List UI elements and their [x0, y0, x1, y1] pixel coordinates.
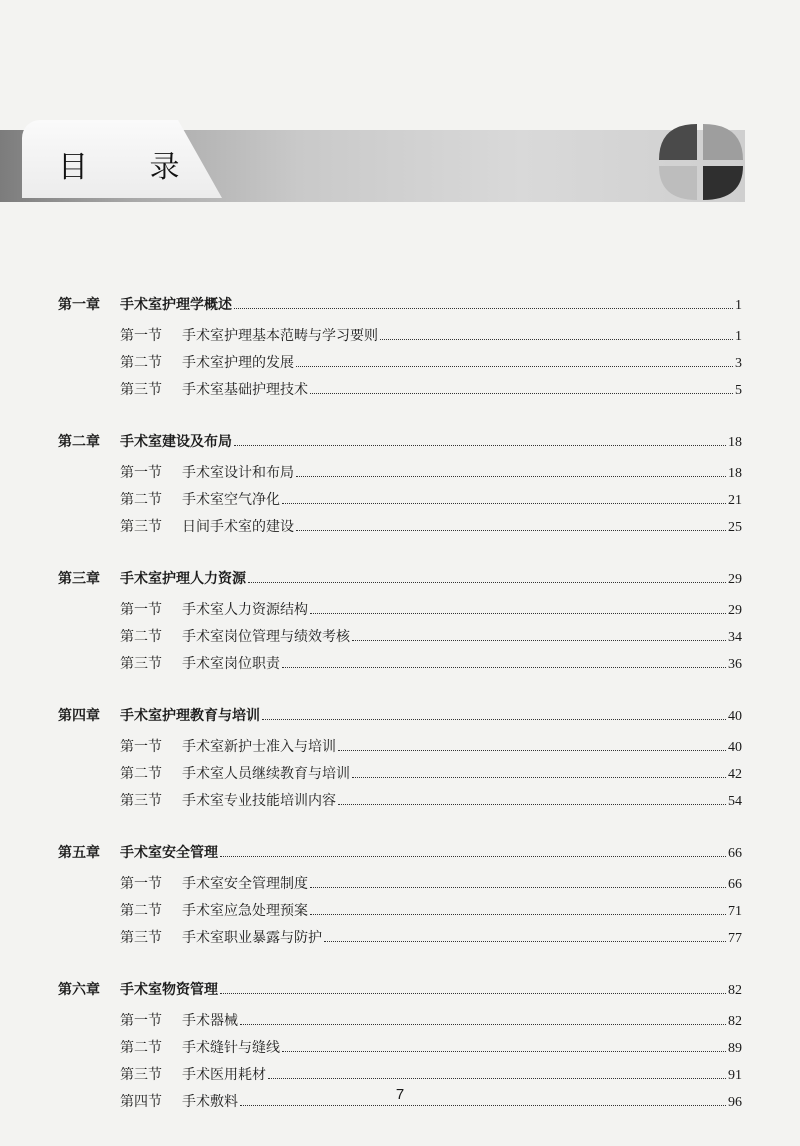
contents-banner — [0, 120, 800, 212]
section-title: 手术室空气净化 — [182, 492, 280, 508]
section-number: 第二节 — [120, 1040, 162, 1056]
section-title: 手术室基础护理技术 — [182, 382, 308, 398]
dot-leader — [296, 476, 726, 477]
toc-section-row[interactable] — [58, 1030, 742, 1057]
page-number: 7 — [395, 1086, 405, 1103]
section-number: 第二节 — [120, 903, 162, 919]
section-number: 第三节 — [120, 1067, 162, 1083]
dot-leader — [282, 1051, 726, 1052]
dot-leader — [268, 1078, 726, 1079]
toc-section-label — [120, 462, 294, 482]
toc-section-label — [120, 927, 322, 947]
dot-leader — [234, 445, 726, 446]
section-number: 第三节 — [120, 382, 162, 398]
toc-section-label — [120, 626, 350, 646]
dot-leader — [282, 667, 726, 668]
section-title: 手术室人员继续教育与培训 — [182, 766, 350, 782]
section-page: 3 — [735, 356, 742, 371]
dot-leader — [240, 1024, 726, 1025]
dot-leader — [296, 366, 733, 367]
dot-leader — [262, 719, 726, 720]
chapter-title: 手术室护理教育与培训 — [120, 708, 260, 724]
section-page: 71 — [728, 904, 742, 919]
toc-chapter-label — [58, 705, 260, 725]
dot-leader — [220, 993, 726, 994]
toc-chapter — [58, 560, 742, 673]
section-number: 第三节 — [120, 930, 162, 946]
section-number: 第一节 — [120, 739, 162, 755]
dot-leader — [296, 530, 726, 531]
dot-leader — [324, 941, 726, 942]
chapter-number: 第五章 — [58, 845, 100, 861]
dot-leader — [352, 640, 726, 641]
toc-section-row[interactable] — [58, 455, 742, 482]
toc-section-row[interactable] — [58, 893, 742, 920]
toc-chapter-row[interactable] — [58, 423, 742, 451]
section-title: 手术室岗位管理与绩效考核 — [182, 629, 350, 645]
section-number: 第三节 — [120, 793, 162, 809]
toc-section-row[interactable] — [58, 372, 742, 399]
toc-section-label — [120, 352, 294, 372]
chapter-number: 第一章 — [58, 297, 100, 313]
toc-chapter-label — [58, 979, 218, 999]
dot-leader — [234, 308, 733, 309]
section-title: 手术室设计和布局 — [182, 465, 294, 481]
dot-leader — [310, 914, 726, 915]
section-title: 手术室新护士准入与培训 — [182, 739, 336, 755]
section-page: 91 — [728, 1068, 742, 1083]
section-page: 36 — [728, 657, 742, 672]
toc-section-row[interactable] — [58, 318, 742, 345]
section-title: 手术敷料 — [182, 1094, 238, 1110]
toc-section-row[interactable] — [58, 866, 742, 893]
section-title: 日间手术室的建设 — [182, 519, 294, 535]
chapter-title: 手术室建设及布局 — [120, 434, 232, 450]
toc-section-label — [120, 736, 336, 756]
dot-leader — [310, 393, 733, 394]
section-page: 1 — [735, 329, 742, 344]
section-page: 96 — [728, 1095, 742, 1110]
chapter-page: 1 — [735, 298, 742, 313]
section-number: 第二节 — [120, 629, 162, 645]
toc-chapter-label — [58, 842, 218, 862]
section-page: 89 — [728, 1041, 742, 1056]
section-page: 77 — [728, 931, 742, 946]
toc-section-label — [120, 516, 294, 536]
dot-leader — [240, 1105, 726, 1106]
section-page: 29 — [728, 603, 742, 618]
toc-section-label — [120, 379, 308, 399]
toc-section-label — [120, 873, 308, 893]
toc-chapter-label — [58, 568, 246, 588]
section-number: 第三节 — [120, 656, 162, 672]
section-number: 第二节 — [120, 355, 162, 371]
section-page: 18 — [728, 466, 742, 481]
section-title: 手术器械 — [182, 1013, 238, 1029]
toc-section-label — [120, 790, 336, 810]
toc-section-row[interactable] — [58, 1057, 742, 1084]
section-number: 第一节 — [120, 1013, 162, 1029]
toc-section-label — [120, 489, 280, 509]
toc-section-label — [120, 325, 378, 345]
chapter-page: 66 — [728, 846, 742, 861]
toc-chapter-row[interactable] — [58, 560, 742, 588]
toc-chapter — [58, 697, 742, 810]
toc-section-row[interactable] — [58, 619, 742, 646]
toc-section-label — [120, 763, 350, 783]
chapter-page: 40 — [728, 709, 742, 724]
chapter-title: 手术室护理人力资源 — [120, 571, 246, 587]
dot-leader — [310, 613, 726, 614]
section-title: 手术室人力资源结构 — [182, 602, 308, 618]
section-title: 手术室岗位职责 — [182, 656, 280, 672]
section-title: 手术室护理基本范畴与学习要则 — [182, 328, 378, 344]
toc-section-row[interactable] — [58, 509, 742, 536]
section-page: 5 — [735, 383, 742, 398]
toc-chapter-label — [58, 294, 232, 314]
section-number: 第三节 — [120, 519, 162, 535]
dot-leader — [338, 804, 726, 805]
dot-leader — [338, 750, 726, 751]
table-of-contents — [58, 286, 742, 1135]
section-title: 手术室职业暴露与防护 — [182, 930, 322, 946]
toc-section-label — [120, 900, 308, 920]
section-number: 第一节 — [120, 465, 162, 481]
chapter-number: 第二章 — [58, 434, 100, 450]
toc-section-label — [120, 599, 308, 619]
chapter-number: 第六章 — [58, 982, 100, 998]
toc-section-row[interactable] — [58, 920, 742, 947]
toc-section-label — [120, 653, 280, 673]
chapter-page: 82 — [728, 983, 742, 998]
section-page: 34 — [728, 630, 742, 645]
section-number: 第四节 — [120, 1094, 162, 1110]
section-page: 21 — [728, 493, 742, 508]
section-page: 66 — [728, 877, 742, 892]
section-number: 第一节 — [120, 328, 162, 344]
section-title: 手术室应急处理预案 — [182, 903, 308, 919]
section-title: 手术室安全管理制度 — [182, 876, 308, 892]
toc-chapter-row[interactable] — [58, 971, 742, 999]
dot-leader — [380, 339, 733, 340]
toc-chapter — [58, 423, 742, 536]
section-page: 54 — [728, 794, 742, 809]
section-number: 第二节 — [120, 766, 162, 782]
toc-section-label — [120, 1010, 238, 1030]
section-number: 第二节 — [120, 492, 162, 508]
toc-section-row[interactable] — [58, 783, 742, 810]
toc-chapter-row[interactable] — [58, 286, 742, 314]
toc-section-row[interactable] — [58, 345, 742, 372]
toc-chapter — [58, 286, 742, 399]
section-title: 手术室专业技能培训内容 — [182, 793, 336, 809]
chapter-number: 第三章 — [58, 571, 100, 587]
toc-section-row[interactable] — [58, 756, 742, 783]
chapter-title: 手术室护理学概述 — [120, 297, 232, 313]
chapter-page: 18 — [728, 435, 742, 450]
dot-leader — [352, 777, 726, 778]
section-number: 第一节 — [120, 602, 162, 618]
section-page: 25 — [728, 520, 742, 535]
toc-section-row[interactable] — [58, 592, 742, 619]
section-title: 手术室护理的发展 — [182, 355, 294, 371]
section-title: 手术缝针与缝线 — [182, 1040, 280, 1056]
section-page: 42 — [728, 767, 742, 782]
dot-leader — [248, 582, 726, 583]
toc-section-row[interactable] — [58, 646, 742, 673]
dot-leader — [310, 887, 726, 888]
toc-section-row[interactable] — [58, 729, 742, 756]
dot-leader — [220, 856, 726, 857]
chapter-title: 手术室安全管理 — [120, 845, 218, 861]
dot-leader — [282, 503, 726, 504]
chapter-number: 第四章 — [58, 708, 100, 724]
toc-chapter-label — [58, 431, 232, 451]
toc-section-label — [120, 1064, 266, 1084]
toc-chapter-row[interactable] — [58, 697, 742, 725]
toc-section-row[interactable] — [58, 1003, 742, 1030]
toc-chapter — [58, 834, 742, 947]
section-page: 82 — [728, 1014, 742, 1029]
section-number: 第一节 — [120, 876, 162, 892]
toc-section-row[interactable] — [58, 482, 742, 509]
chapter-title: 手术室物资管理 — [120, 982, 218, 998]
chapter-page: 29 — [728, 572, 742, 587]
leaf-logo-icon — [657, 120, 747, 202]
section-page: 40 — [728, 740, 742, 755]
section-title: 手术医用耗材 — [182, 1067, 266, 1083]
toc-section-label — [120, 1037, 280, 1057]
toc-chapter-row[interactable] — [58, 834, 742, 862]
page-title: 目 录 — [58, 150, 206, 185]
